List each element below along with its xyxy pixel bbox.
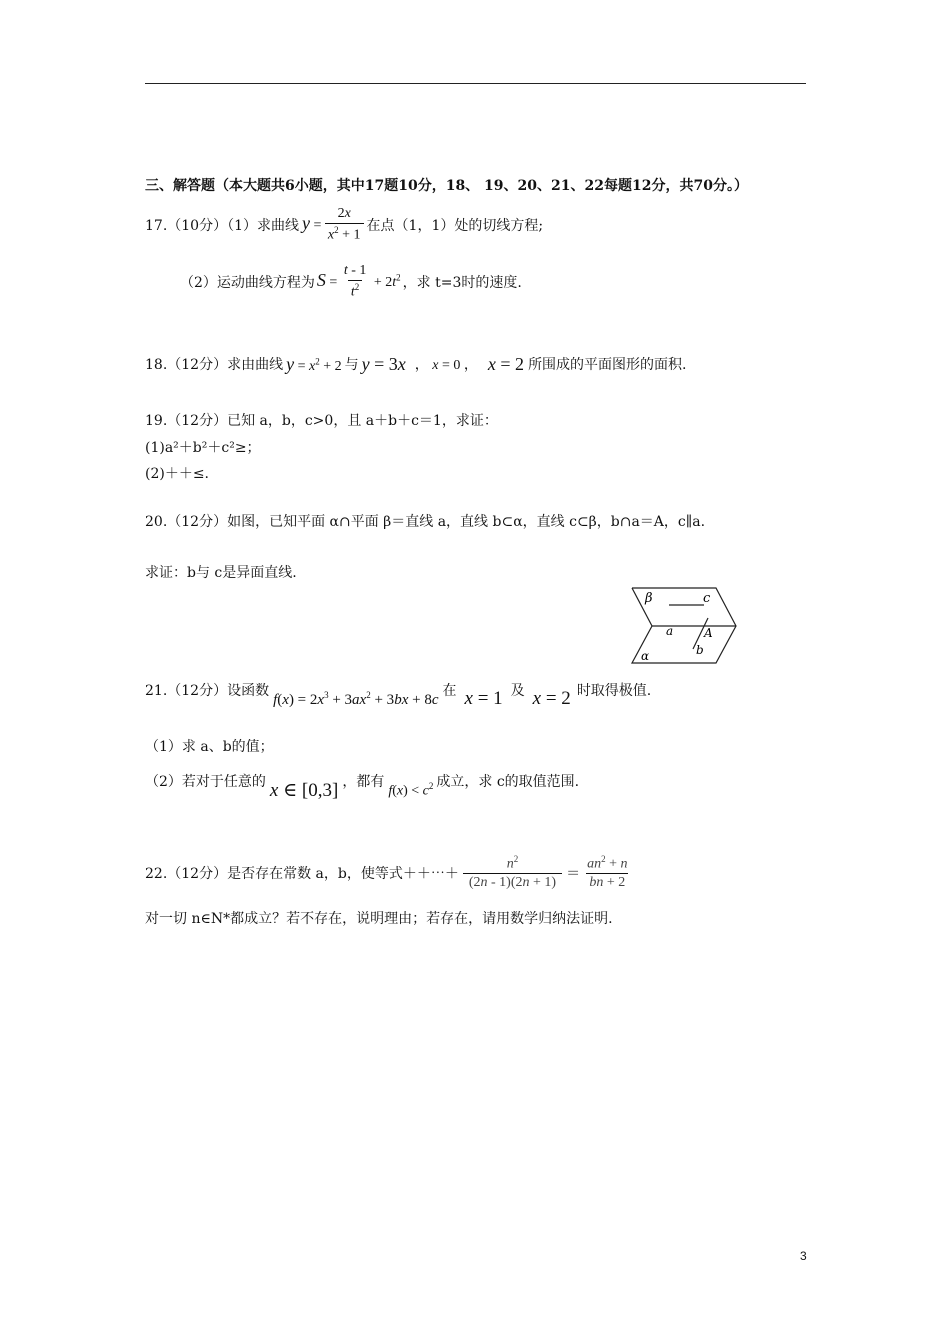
question-20-line2: 求证：b与 c是异面直线. — [145, 565, 297, 581]
label-b: b — [696, 643, 704, 657]
q21-inequality-formula: $f(x) < c^2$ — [388, 781, 434, 799]
q21-mid2: 及 — [510, 683, 525, 699]
q21-part2-suffix: 成立，求 c的取值范围. — [436, 774, 580, 790]
q17-part2-prefix: （2）运动曲线方程为 — [180, 275, 315, 291]
question-22-line2: 对一切 n∈N*都成立？若不存在，说明理由；若存在，请用数学归纳法证明. — [145, 911, 613, 927]
q21-x1-formula: x = 1 — [464, 688, 503, 709]
q17-part2-suffix: ，求 t=3时的速度. — [402, 275, 522, 291]
q18-prefix: 18.（12分）求由曲线 — [145, 357, 284, 373]
q18-bound-x0: ， x = 0 ， — [414, 358, 478, 373]
question-17-part2 — [180, 260, 522, 304]
q21-part2-mid: ，都有 — [342, 774, 385, 790]
question-21-part1: （1）求 a、b的值； — [145, 739, 274, 755]
q22-prefix: 22.（12分）是否存在常数 a，b，使等式＋＋⋯＋ — [145, 866, 459, 882]
q17-part1-suffix: 在点（1，1）处的切线方程; — [366, 218, 544, 234]
label-alpha: α — [641, 649, 650, 663]
q18-curve-formula: $y = x^2 + 2$ — [286, 353, 342, 374]
page-number: 3 — [800, 1249, 807, 1263]
question-22 — [145, 848, 630, 898]
question-19-line2: (1)a²＋b²＋c²≥； — [145, 440, 261, 456]
q21-function-formula: $f(x) = 2x^3 + 3ax^2 + 3bx + 8c$ — [273, 690, 439, 708]
q17-part1-prefix: 17.（10分）（1）求曲线 — [145, 218, 299, 234]
question-20-line1: 20.（12分）如图，已知平面 α∩平面 β＝直线 a，直线 b⊂α，直线 c⊂β，b∩a＝A，c∥a. — [145, 514, 706, 530]
question-19-line1: 19.（12分）已知 a，b，c>0，且 a＋b＋c＝1，求证： — [145, 413, 498, 429]
q21-x2-formula: x = 2 — [532, 688, 571, 709]
question-18 — [145, 350, 687, 378]
q21-suffix: 时取得极值. — [576, 683, 652, 699]
header-rule — [145, 83, 806, 84]
question-17-part1 — [145, 203, 543, 247]
q18-bound-x2: x = 2 — [487, 353, 525, 374]
q17-curve-formula: y = $\frac{2x}{x^2 + 1}$ — [302, 207, 364, 243]
question-19-line3: (2)＋＋≤. — [145, 466, 210, 482]
q17-motion-formula: S = $\frac{t - 1}{t^2}$ + $2t^2$ — [316, 262, 401, 300]
label-a: a — [666, 624, 674, 638]
label-beta: β — [645, 591, 653, 606]
q18-suffix: 所围成的平面图形的面积. — [528, 357, 687, 373]
q21-part2-prefix: （2）若对于任意的 — [145, 774, 266, 790]
q21-mid1: 在 — [442, 683, 457, 699]
q21-interval-formula: x ∈ [0,3] — [269, 780, 339, 801]
section-header: 三、解答题（本大题共6小题，其中17题10分，18、 19、20、21、22每题12分，共70分。） — [145, 178, 748, 194]
q18-line-formula: y = 3x — [361, 353, 406, 374]
label-A: A — [704, 626, 713, 640]
q22-identity-formula: $\frac{n^2}{(2n - 1)(2n + 1)}$ ＝ $\frac{an^2 + n}{bn + 2}$ — [463, 855, 631, 891]
q21-prefix: 21.（12分）设函数 — [145, 683, 270, 699]
q18-mid: 与 — [344, 357, 359, 373]
question-21 — [145, 674, 651, 714]
question-21-part2 — [145, 767, 579, 807]
planes-figure — [628, 585, 740, 667]
label-c: c — [703, 591, 711, 606]
